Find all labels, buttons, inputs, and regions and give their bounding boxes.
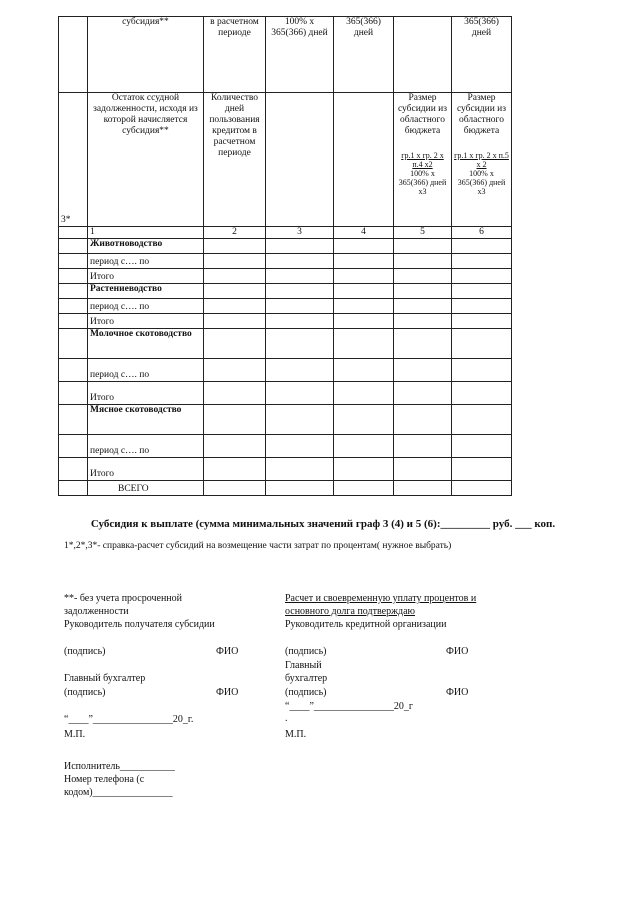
row-label: Итого <box>88 382 204 405</box>
table-cell <box>394 239 452 254</box>
table-cell <box>266 284 334 299</box>
table-row <box>59 359 512 382</box>
table-cell <box>334 329 394 359</box>
table-cell <box>266 382 334 405</box>
table-cell <box>59 284 88 299</box>
row-label: Итого <box>88 269 204 284</box>
table-cell <box>334 314 394 329</box>
header-cell-5 <box>394 93 452 227</box>
table-cell <box>59 435 88 458</box>
table-cell <box>334 254 394 269</box>
header-cell-4 <box>334 93 394 227</box>
table-cell <box>59 359 88 382</box>
table-cell <box>334 239 394 254</box>
table-cell <box>59 269 88 284</box>
table-cell <box>452 269 512 284</box>
top-cell-4: 365(366) дней <box>334 17 394 93</box>
header-label: 3* <box>59 93 88 227</box>
table-cell <box>204 481 266 496</box>
right-fio-1: ФИО <box>446 646 469 657</box>
header-cell-3 <box>266 93 334 227</box>
table-cell <box>394 329 452 359</box>
col-num-5: 5 <box>394 227 452 239</box>
table-cell <box>59 314 88 329</box>
executor-label: Исполнитель___________ <box>64 761 175 772</box>
table-cell <box>334 299 394 314</box>
table-row <box>59 329 512 359</box>
table-cell <box>394 269 452 284</box>
table-cell <box>204 269 266 284</box>
table-cell <box>394 254 452 269</box>
header-cell-1: Остаток ссудной задолженности, исходя из которой начисляется субсидия** <box>88 93 204 227</box>
row-label: Итого <box>88 314 204 329</box>
left-mp: М.П. <box>64 729 86 740</box>
table-row <box>59 299 512 314</box>
table-cell <box>452 329 512 359</box>
table-cell <box>266 254 334 269</box>
table-cell <box>266 359 334 382</box>
executor-phone: Номер телефона (с кодом)________________ <box>64 774 173 798</box>
table-cell <box>59 458 88 481</box>
table-cell <box>266 481 334 496</box>
table-cell <box>59 481 88 496</box>
table-cell <box>394 435 452 458</box>
header-5-formula: гр.1 х гр. 2 х п.4 х2 <box>401 151 444 169</box>
top-cell-6: 365(366) дней <box>452 17 512 93</box>
note-text: 1*,2*,3*- справка-расчет субсидий на возмещение части затрат по процентам( нужное выбрать) <box>64 541 452 551</box>
table-cell <box>204 299 266 314</box>
table-cell <box>266 239 334 254</box>
table-cell <box>334 458 394 481</box>
table-top-row <box>59 17 512 93</box>
table-cell <box>452 239 512 254</box>
table-cell <box>394 359 452 382</box>
table-row <box>59 239 512 254</box>
table-header-row <box>59 93 512 227</box>
table-cell <box>452 314 512 329</box>
summary-line: Субсидия к выплате (сумма минимальных значений граф 3 (4) и 5 (6):_________ руб. ___ коп. <box>90 518 556 530</box>
table-row <box>59 314 512 329</box>
right-date: “____”________________20_г <box>285 701 413 712</box>
table-row <box>59 481 512 496</box>
table-cell <box>334 481 394 496</box>
table-cell <box>266 435 334 458</box>
table-cell <box>452 458 512 481</box>
col-num-2: 2 <box>204 227 266 239</box>
table-cell <box>452 405 512 435</box>
header-5-tail: 100% х 365(366) дней х3 <box>398 169 447 196</box>
table-cell <box>266 314 334 329</box>
table-row <box>59 382 512 405</box>
row-label: Мясное скотоводство <box>88 405 204 435</box>
table-row <box>59 254 512 269</box>
left-accountant: Главный бухгалтер <box>64 673 146 684</box>
header-6-title: Размер субсидии из областного бюджета <box>456 93 507 136</box>
table-body <box>59 239 512 496</box>
table-cell <box>394 284 452 299</box>
row-label: период с…. по <box>88 359 204 382</box>
table-row <box>59 405 512 435</box>
header-6-tail: 100% х 365(366) дней х3 <box>457 169 506 196</box>
left-fio-2: ФИО <box>216 687 239 698</box>
top-cell-3: 100% х 365(366) дней <box>266 17 334 93</box>
table-cell <box>59 254 88 269</box>
table-cell <box>204 314 266 329</box>
table-cell <box>59 239 88 254</box>
header-cell-6 <box>452 93 512 227</box>
table-cell <box>394 458 452 481</box>
table-cell <box>452 481 512 496</box>
row-label: Растениеводство <box>88 284 204 299</box>
table-row <box>59 269 512 284</box>
table-cell <box>452 254 512 269</box>
right-sign-2: (подпись) <box>285 687 327 698</box>
table-cell <box>204 329 266 359</box>
header-6-formula: гр.1 х гр. 2 х п.5 х 2 <box>454 151 509 169</box>
right-fio-2: ФИО <box>446 687 469 698</box>
right-accountant: Главный бухгалтер <box>285 660 328 684</box>
table-cell <box>59 405 88 435</box>
table-cell <box>59 299 88 314</box>
column-numbers-row <box>59 227 512 239</box>
table-cell <box>59 382 88 405</box>
table-cell <box>394 481 452 496</box>
row-label: Итого <box>88 458 204 481</box>
table-cell <box>59 329 88 359</box>
left-fio-1: ФИО <box>216 646 239 657</box>
col-num-3: 3 <box>266 227 334 239</box>
row-label: период с…. по <box>88 299 204 314</box>
row-label: период с…. по <box>88 254 204 269</box>
right-mp: М.П. <box>285 729 307 740</box>
table-row <box>59 435 512 458</box>
table-cell <box>452 435 512 458</box>
table-cell <box>334 405 394 435</box>
left-sign-1: (подпись) <box>64 646 106 657</box>
right-head-title: Руководитель кредитной организации <box>285 619 447 630</box>
top-cell-5 <box>394 17 452 93</box>
col-num-6: 6 <box>452 227 512 239</box>
table-cell <box>204 435 266 458</box>
right-dot: . <box>285 713 288 724</box>
col-num-1: 1 <box>88 227 204 239</box>
row-label: период с…. по <box>88 435 204 458</box>
table-cell <box>266 405 334 435</box>
table-cell <box>452 284 512 299</box>
table-cell <box>204 239 266 254</box>
table-cell <box>452 382 512 405</box>
table-cell <box>204 458 266 481</box>
right-confirm: Расчет и своевременную уплату процентов и основного долга подтверждаю <box>285 593 477 617</box>
table-cell <box>334 435 394 458</box>
table-cell <box>204 284 266 299</box>
right-sign-1: (подпись) <box>285 646 327 657</box>
top-cell-2: в расчетном периоде <box>204 17 266 93</box>
col-num-4: 4 <box>334 227 394 239</box>
table-cell <box>266 269 334 284</box>
row-label: Животноводство <box>88 239 204 254</box>
table-cell <box>204 382 266 405</box>
row-label: Молочное скотоводство <box>88 329 204 359</box>
table-row <box>59 284 512 299</box>
table-cell <box>334 269 394 284</box>
left-date: “____”________________20_г. <box>64 714 194 725</box>
table-cell <box>334 382 394 405</box>
table-cell <box>452 299 512 314</box>
table-cell <box>394 299 452 314</box>
table-cell <box>394 314 452 329</box>
table-row <box>59 458 512 481</box>
table-cell <box>394 405 452 435</box>
footnote: **- без учета просроченной задолженности <box>64 593 182 617</box>
table-cell <box>394 382 452 405</box>
subsidy-table <box>58 16 512 496</box>
table-cell <box>204 405 266 435</box>
left-sign-2: (подпись) <box>64 687 106 698</box>
table-cell <box>266 299 334 314</box>
table-cell <box>452 359 512 382</box>
table-cell <box>204 254 266 269</box>
table-cell <box>266 458 334 481</box>
table-cell <box>266 329 334 359</box>
table-cell <box>334 359 394 382</box>
header-cell-2: Количество дней пользования кредитом в расчетном периоде <box>204 93 266 227</box>
top-cell-1: субсидия** <box>88 17 204 93</box>
row-label: ВСЕГО <box>88 481 204 496</box>
table-cell <box>204 359 266 382</box>
header-5-title: Размер субсидии из областного бюджета <box>397 93 448 136</box>
left-head-title: Руководитель получателя субсидии <box>64 619 215 630</box>
table-cell <box>334 284 394 299</box>
